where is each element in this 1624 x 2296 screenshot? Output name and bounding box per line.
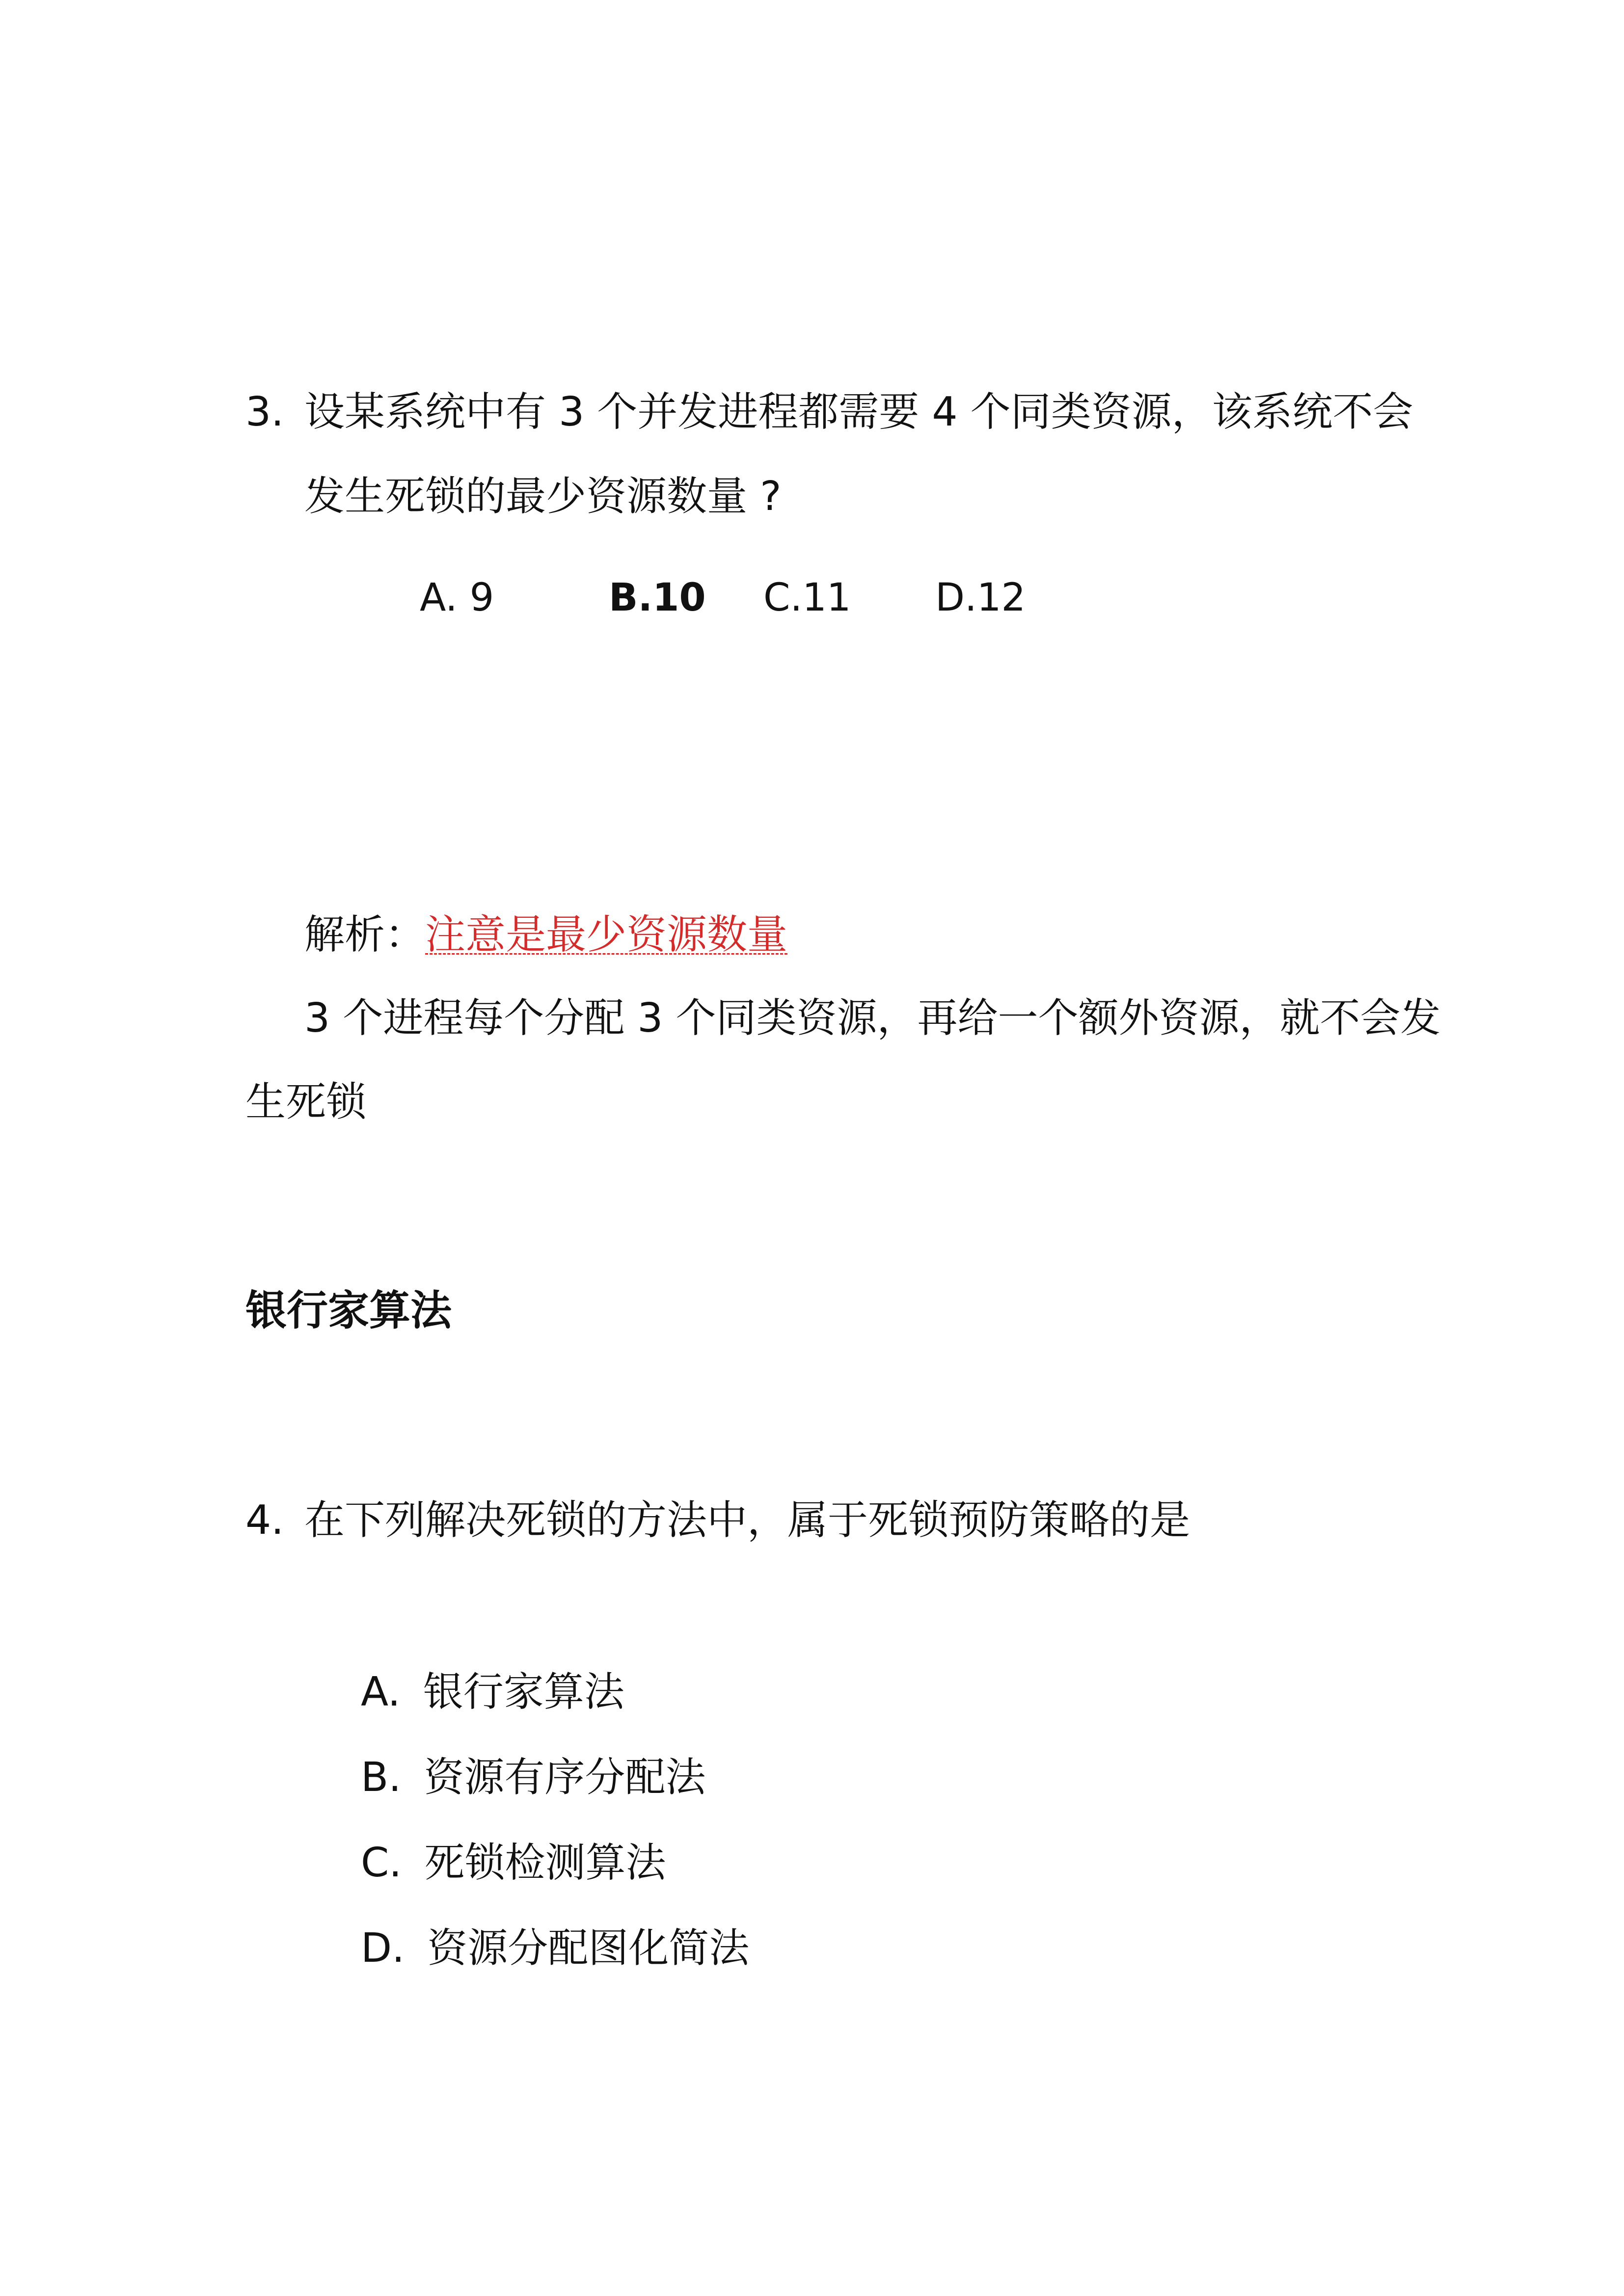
question-3-option-c: C.11 xyxy=(763,576,851,620)
option-letter: C. xyxy=(361,1840,402,1886)
analysis-line-3: 生死锁 xyxy=(245,1079,367,1125)
question-3-number: 3. xyxy=(245,389,284,435)
analysis-prefix: 解析： xyxy=(304,911,426,958)
option-text: 资源分配图化简法 xyxy=(427,1925,750,1972)
option-text: 资源有序分配法 xyxy=(424,1754,706,1801)
question-4-option-d xyxy=(361,1924,749,1973)
option-letter: D. xyxy=(361,1925,405,1972)
question-4-number: 4. xyxy=(245,1497,284,1544)
question-4-text: 在下列解决死锁的方法中，属于死锁预防策略的是 xyxy=(304,1497,1191,1544)
question-4-option-b xyxy=(361,1753,705,1802)
option-letter: A. xyxy=(361,1669,401,1715)
option-text: 银行家算法 xyxy=(423,1669,624,1715)
question-4-option-c xyxy=(361,1839,666,1888)
question-3-option-d: D.12 xyxy=(935,576,1026,620)
analysis-line-1 xyxy=(304,910,787,960)
question-4-option-a xyxy=(361,1668,624,1717)
question-3-line-2: 发生死锁的最少资源数量 ? xyxy=(304,473,782,520)
analysis-line-2: 3 个进程每个分配 3 个同类资源，再给一个额外资源，就不会发 xyxy=(304,995,1441,1041)
option-text: 死锁检测算法 xyxy=(424,1840,666,1886)
section-title: 银行家算法 xyxy=(245,1286,452,1335)
question-3-option-b: B.10 xyxy=(609,576,706,620)
question-3-line-1: 设某系统中有 3 个并发进程都需要 4 个同类资源，该系统不会 xyxy=(304,389,1413,435)
analysis-highlight: 注意是最少资源数量 xyxy=(425,911,788,958)
question-3-option-a: A. 9 xyxy=(420,576,494,620)
option-letter: B. xyxy=(361,1754,402,1801)
